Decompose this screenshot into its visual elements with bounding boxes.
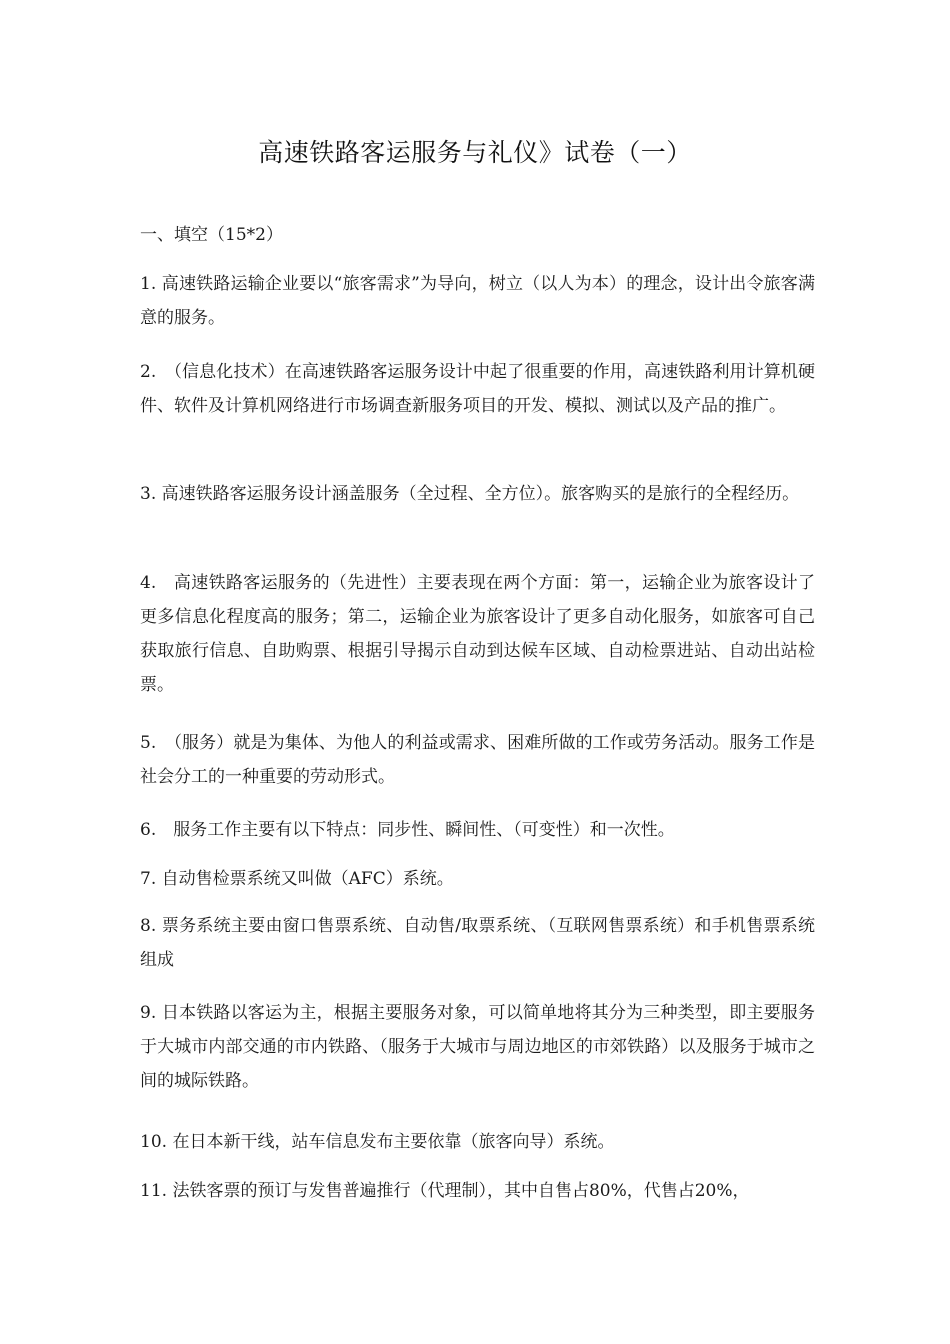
question-3: 3. 高速铁路客运服务设计涵盖服务（全过程、全方位）。旅客购买的是旅行的全程经历。 xyxy=(140,484,800,504)
section-heading: 一、填空（15*2） xyxy=(140,225,283,245)
question-9: 9. 日本铁路以客运为主，根据主要服务对象，可以简单地将其分为三种类型，即主要服务于大城市内部交通的市内铁路、（服务于大城市与周边地区的市郊铁路）以及服务于城市之间的城际铁路。 xyxy=(140,1003,815,1091)
question-10: 10. 在日本新干线，站车信息发布主要依靠（旅客向导）系统。 xyxy=(140,1132,615,1152)
document-title: 高速铁路客运服务与礼仪》试卷（一） xyxy=(258,138,692,167)
question-2: 2. （信息化技术）在高速铁路客运服务设计中起了很重要的作用，高速铁路利用计算机硬件、软件及计算机网络进行市场调查新服务项目的开发、模拟、测试以及产品的推广。 xyxy=(140,362,815,416)
question-7: 7. 自动售检票系统又叫做（AFC）系统。 xyxy=(140,869,454,889)
question-5: 5. （服务）就是为集体、为他人的利益或需求、困难所做的工作或劳务活动。服务工作是社会分工的一种重要的劳动形式。 xyxy=(140,733,815,787)
question-8: 8. 票务系统主要由窗口售票系统、自动售/取票系统、（互联网售票系统）和手机售票系统组成 xyxy=(140,916,815,970)
question-1: 1. 高速铁路运输企业要以“旅客需求”为导向，树立（以人为本）的理念，设计出令旅客满意的服务。 xyxy=(140,274,815,328)
question-11: 11. 法铁客票的预订与发售普遍推行（代理制），其中自售占80%，代售占20%， xyxy=(140,1181,750,1201)
question-4: 4. 高速铁路客运服务的（先进性）主要表现在两个方面：第一，运输企业为旅客设计了更多信息化程度高的服务；第二，运输企业为旅客设计了更多自动化服务，如旅客可自己获取旅行信息、自助购票、根据引导揭示自动到达候车区域、自动检票进站、自动出站检票。 xyxy=(140,573,815,695)
question-6: 6. 服务工作主要有以下特点：同步性、瞬间性、（可变性）和一次性。 xyxy=(140,820,675,840)
